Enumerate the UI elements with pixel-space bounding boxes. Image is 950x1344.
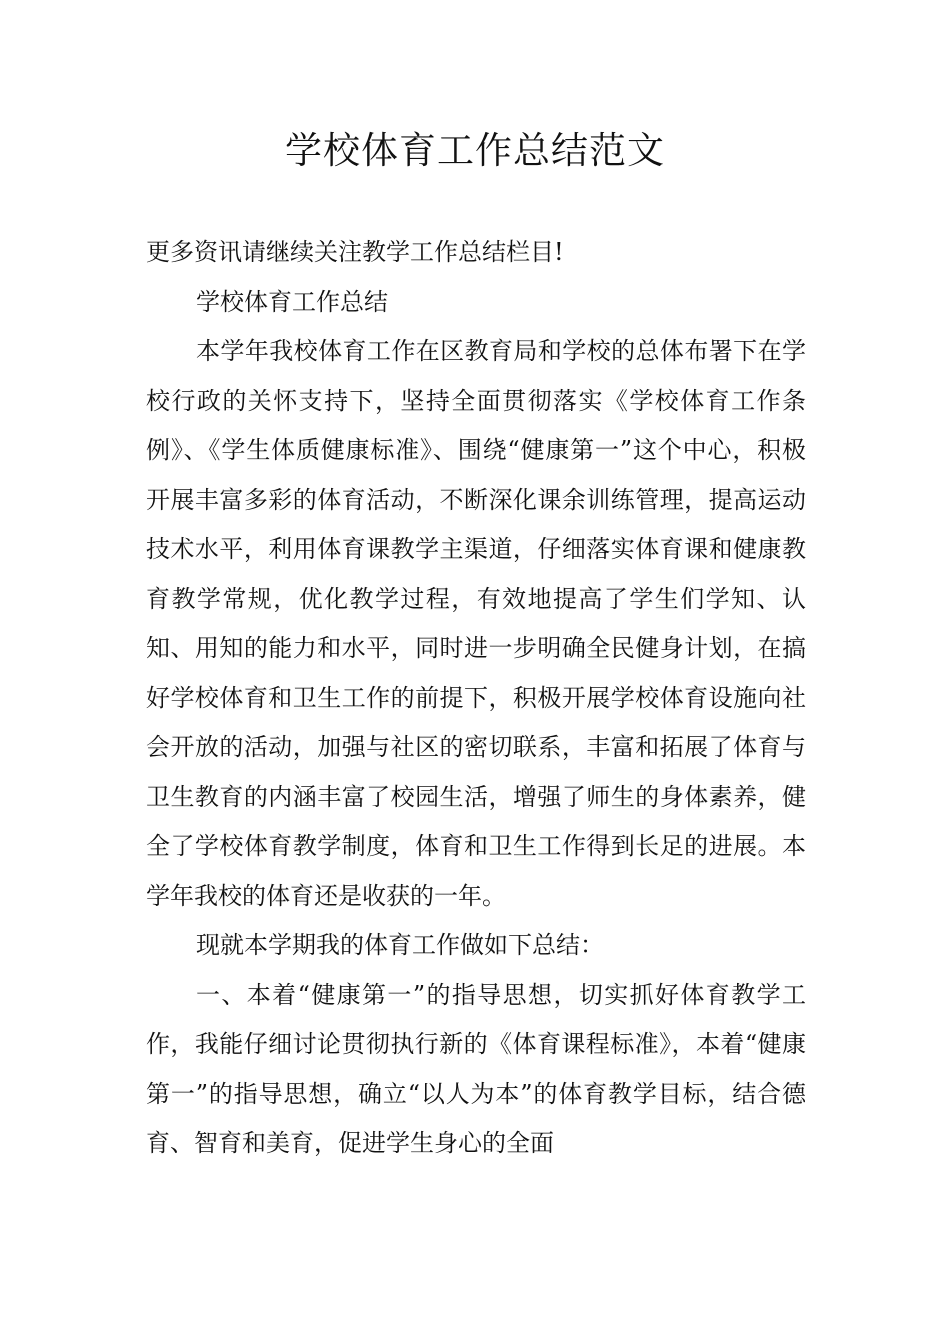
summary-paragraph: 本学年我校体育工作在区教育局和学校的总体布署下在学校行政的关怀支持下，坚持全面贯彻落实《学校体育工作条例》、《学生体质健康标准》、围绕“健康第一”这个中心，积极开展丰富多彩的体育活动，不断深化课余训练管理，提高运动技术水平，利用体育课教学主渠道，仔细落实体育课和健康教育教学常规，优化教学过程，有效地提高了学生们学知、认知、用知的能力和水平，同时进一步明确全民健身计划，在搞好学校体育和卫生工作的前提下，积极开展学校体育设施向社会开放的活动，加强与社区的密切联系，丰富和拓展了体育与卫生教育的内涵丰富了校园生活，增强了师生的身体素养，健全了学校体育教学制度，体育和卫生工作得到长足的进展。本学年我校的体育还是收获的一年。 (146, 337, 806, 910)
document-body (146, 228, 806, 1169)
document-title: 学校体育工作总结范文 (285, 129, 665, 172)
point-one-paragraph: 一、本着“健康第一”的指导思想，切实抓好体育教学工作，我能仔细讨论贯彻执行新的《体育课程标准》，本着“健康第一”的指导思想，确立“以人为本”的体育教学目标，结合德育、智育和美育，促进学生身心的全面 (146, 980, 806, 1157)
intro-paragraph: 更多资讯请继续关注教学工作总结栏目! (146, 238, 564, 266)
transition-paragraph: 现就本学期我的体育工作做如下总结： (196, 931, 604, 959)
section-heading: 学校体育工作总结 (196, 287, 388, 316)
